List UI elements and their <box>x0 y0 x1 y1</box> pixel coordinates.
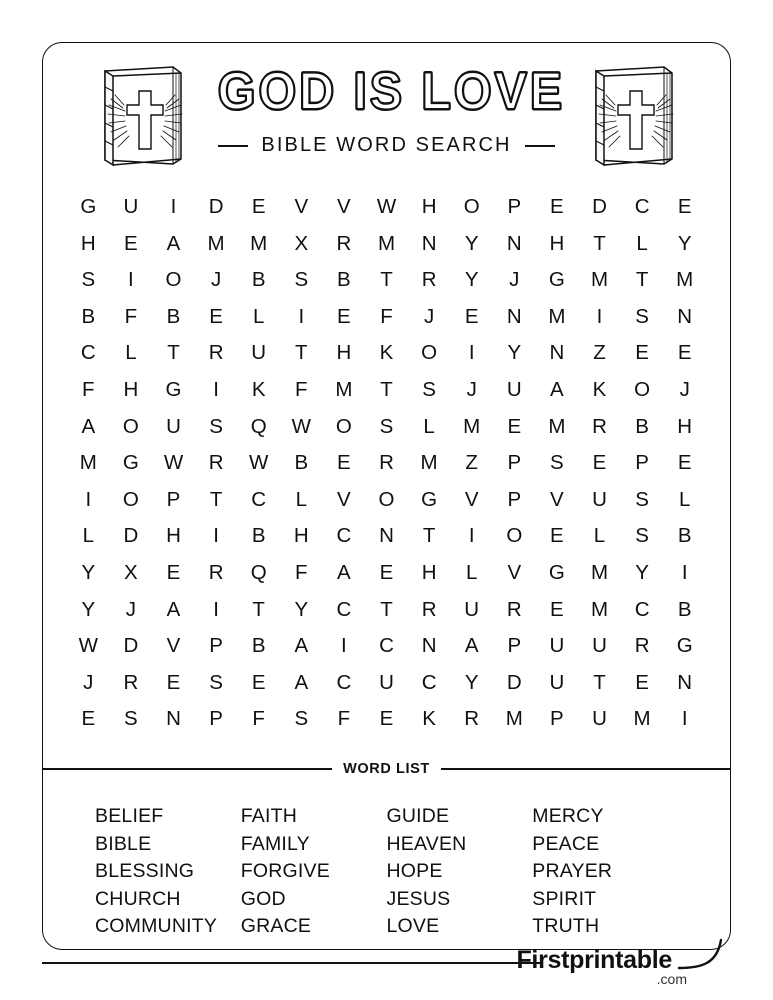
grid-cell[interactable]: K <box>592 377 607 401</box>
grid-cell[interactable]: H <box>80 231 96 255</box>
grid-cell[interactable]: E <box>635 341 649 365</box>
word-list-item[interactable]: BIBLE <box>95 832 152 855</box>
grid-cell[interactable]: S <box>635 524 649 548</box>
grid-cell[interactable]: U <box>592 634 607 658</box>
grid-cell[interactable]: M <box>590 597 609 621</box>
grid-cell[interactable]: V <box>507 560 522 584</box>
grid-cell[interactable]: C <box>421 670 437 694</box>
grid-cell[interactable]: P <box>507 195 522 218</box>
grid-cell[interactable]: T <box>252 597 265 621</box>
grid-cell[interactable]: P <box>635 451 649 475</box>
grid-cell[interactable]: R <box>208 341 224 365</box>
grid-cell[interactable]: V <box>294 195 309 218</box>
grid-cell[interactable]: P <box>507 451 522 475</box>
grid-cell[interactable]: B <box>251 524 266 548</box>
grid-cell[interactable]: I <box>681 707 688 731</box>
word-list-header <box>43 761 730 777</box>
grid-cell[interactable]: Z <box>593 341 606 365</box>
grid-cell[interactable]: N <box>677 304 693 328</box>
grid-cell[interactable]: B <box>337 268 351 292</box>
grid-cell[interactable]: T <box>635 268 649 292</box>
grid-cell[interactable]: C <box>251 487 267 511</box>
grid-cell[interactable]: M <box>590 268 609 292</box>
grid-cell[interactable]: D <box>123 634 139 658</box>
grid-cell[interactable]: O <box>421 341 438 365</box>
grid-cell[interactable]: E <box>592 451 607 475</box>
grid-cell[interactable]: M <box>463 414 481 438</box>
grid-cell[interactable]: W <box>249 451 269 475</box>
word-list-column <box>532 803 678 941</box>
grid-cell[interactable]: L <box>636 231 648 255</box>
word-list-heading: WORD LIST <box>343 761 430 777</box>
word-list-item[interactable]: PRAYER <box>532 860 613 882</box>
subtitle-dash-left <box>218 145 248 147</box>
grid-cell[interactable]: Y <box>677 231 692 255</box>
grid-cell[interactable]: N <box>379 524 394 548</box>
grid-cell[interactable]: V <box>550 487 564 511</box>
grid-cell[interactable]: D <box>123 524 139 548</box>
grid-cell[interactable]: W <box>376 195 397 218</box>
grid-cell[interactable]: V <box>337 487 351 511</box>
grid-cell[interactable]: E <box>166 670 181 694</box>
grid-cell[interactable]: Y <box>81 560 96 584</box>
grid-cell[interactable]: F <box>252 707 265 731</box>
grid-cell[interactable]: R <box>634 634 650 658</box>
grid-cell[interactable]: T <box>422 524 436 548</box>
word-list-rule-left <box>43 768 332 770</box>
page-subtitle: BIBLE WORD SEARCH <box>261 134 512 157</box>
grid-cell[interactable]: V <box>166 634 181 658</box>
grid-cell[interactable]: K <box>251 377 266 401</box>
grid-cell[interactable]: T <box>380 377 393 401</box>
grid-cell[interactable]: U <box>379 670 394 694</box>
grid-cell[interactable]: D <box>208 195 224 218</box>
grid-cell[interactable]: P <box>209 707 223 731</box>
grid-cell[interactable]: M <box>676 268 694 292</box>
word-list-item[interactable]: HOPE <box>386 860 443 882</box>
letter-grid[interactable] <box>67 189 706 738</box>
grid-cell[interactable]: F <box>337 707 351 731</box>
grid-cell[interactable]: R <box>464 707 480 731</box>
grid-cell[interactable]: W <box>163 451 184 475</box>
page-frame <box>42 42 731 950</box>
grid-cell[interactable]: H <box>421 560 437 584</box>
grid-cell[interactable]: N <box>506 304 522 328</box>
grid-cell[interactable]: G <box>122 451 139 475</box>
grid-cell[interactable]: L <box>593 524 606 548</box>
grid-cell[interactable]: A <box>166 231 181 255</box>
subtitle-row <box>203 134 570 157</box>
grid-cell[interactable]: L <box>295 487 307 511</box>
grid-cell[interactable]: Y <box>507 341 522 365</box>
grid-cell[interactable]: D <box>592 195 607 218</box>
grid-cell[interactable]: S <box>294 707 309 731</box>
grid-cell[interactable]: R <box>208 560 224 584</box>
grid-cell[interactable]: E <box>550 524 564 548</box>
bible-book-cross-icon <box>93 61 189 169</box>
grid-cell[interactable]: M <box>420 451 438 475</box>
grid-cell[interactable]: V <box>337 195 351 218</box>
grid-cell[interactable]: L <box>82 524 94 548</box>
grid-cell[interactable]: Z <box>465 451 478 475</box>
title-block <box>203 61 570 157</box>
grid-cell[interactable]: O <box>165 268 182 292</box>
grid-cell[interactable]: M <box>590 560 609 584</box>
grid-cell[interactable]: O <box>634 377 651 401</box>
grid-cell[interactable]: U <box>549 634 565 658</box>
grid-cell[interactable]: R <box>592 414 607 438</box>
grid-cell[interactable]: F <box>295 377 308 401</box>
word-list-item[interactable]: FORGIVE <box>240 860 330 882</box>
grid-cell[interactable]: M <box>207 231 225 255</box>
grid-cell[interactable]: I <box>298 304 305 328</box>
grid-cell[interactable]: O <box>122 414 139 438</box>
grid-cell[interactable]: N <box>506 231 522 255</box>
grid-cell[interactable]: K <box>422 707 436 731</box>
grid-cell[interactable]: L <box>125 341 137 365</box>
grid-cell[interactable]: E <box>209 304 223 328</box>
grid-cell[interactable]: U <box>464 597 480 621</box>
word-list-item[interactable]: LOVE <box>386 915 440 937</box>
grid-cell[interactable]: W <box>291 414 311 438</box>
grid-cell[interactable]: C <box>336 524 352 548</box>
grid-cell[interactable]: Y <box>635 560 649 584</box>
grid-cell[interactable]: E <box>251 195 266 218</box>
grid-cell[interactable]: F <box>380 304 393 328</box>
grid-cell[interactable]: N <box>677 670 693 694</box>
grid-cell[interactable]: L <box>423 414 435 438</box>
grid-cell[interactable]: F <box>295 560 308 584</box>
grid-cell[interactable]: C <box>80 341 96 365</box>
grid-cell[interactable]: E <box>550 195 564 218</box>
grid-cell[interactable]: E <box>677 451 692 475</box>
grid-cell[interactable]: O <box>506 524 523 548</box>
page-title: GOD IS LOVE <box>217 62 566 121</box>
grid-cell[interactable]: P <box>507 487 522 511</box>
word-list-item[interactable]: GOD <box>240 887 286 910</box>
grid-cell[interactable]: C <box>336 670 352 694</box>
grid-cell[interactable]: A <box>294 634 309 658</box>
grid-cell[interactable]: T <box>380 597 393 621</box>
word-list-section <box>43 761 730 941</box>
grid-cell[interactable]: C <box>336 597 352 621</box>
grid-cell[interactable]: N <box>166 707 181 731</box>
grid-cell[interactable]: S <box>209 414 223 438</box>
word-list-item[interactable]: FAMILY <box>240 832 310 855</box>
grid-cell[interactable]: U <box>549 670 565 694</box>
grid-cell[interactable]: S <box>124 707 138 731</box>
grid-cell[interactable]: L <box>465 560 478 584</box>
word-list-column <box>387 803 533 941</box>
grid-cell[interactable]: N <box>421 634 437 658</box>
grid-cell[interactable]: A <box>550 377 564 401</box>
word-list-column <box>95 803 241 941</box>
grid-cell[interactable]: P <box>550 707 564 731</box>
grid-cell[interactable]: R <box>421 268 437 292</box>
grid-cell[interactable]: S <box>550 451 564 475</box>
word-list-item[interactable]: TRUTH <box>532 915 600 937</box>
grid-cell[interactable]: U <box>592 707 607 731</box>
grid-cell[interactable]: I <box>128 268 134 292</box>
grid-cell[interactable]: E <box>81 707 96 731</box>
grid-cell[interactable]: K <box>379 341 394 365</box>
footer-branding <box>42 938 739 990</box>
grid-cell[interactable]: M <box>548 414 566 438</box>
grid-cell[interactable]: M <box>505 707 523 731</box>
grid-cell[interactable]: O <box>463 195 480 218</box>
grid-cell[interactable]: P <box>166 487 181 511</box>
grid-cell[interactable]: G <box>676 634 693 658</box>
grid-cell[interactable]: R <box>208 451 224 475</box>
grid-cell[interactable]: H <box>336 341 352 365</box>
grid-cell[interactable]: T <box>295 341 308 365</box>
grid-cell[interactable]: E <box>635 670 649 694</box>
grid-cell[interactable]: H <box>421 195 437 218</box>
grid-cell[interactable]: O <box>122 487 139 511</box>
grid-cell[interactable]: M <box>250 231 268 255</box>
grid-cell[interactable]: E <box>379 560 394 584</box>
grid-cell[interactable]: M <box>548 304 566 328</box>
word-list-item[interactable]: FAITH <box>240 805 298 827</box>
word-list-item[interactable]: JESUS <box>386 887 451 910</box>
grid-cell[interactable]: Y <box>464 268 479 292</box>
grid-cell[interactable]: P <box>209 634 223 658</box>
grid-cell[interactable]: F <box>124 304 138 328</box>
grid-cell[interactable]: I <box>468 341 475 365</box>
grid-cell[interactable]: E <box>507 414 522 438</box>
grid-cell[interactable]: A <box>81 414 96 438</box>
grid-cell[interactable]: A <box>464 634 479 658</box>
grid-cell[interactable]: S <box>635 304 649 328</box>
grid-cell[interactable]: I <box>85 487 92 511</box>
grid-cell[interactable]: Q <box>250 414 267 438</box>
grid-cell[interactable]: T <box>593 670 606 694</box>
grid-cell[interactable]: E <box>337 451 351 475</box>
grid-cell[interactable]: P <box>507 634 522 658</box>
brand-name: Firstprintable <box>516 946 672 974</box>
grid-cell[interactable]: U <box>592 487 607 511</box>
grid-cell[interactable]: Q <box>250 560 267 584</box>
grid-cell[interactable]: R <box>336 231 352 255</box>
grid-cell[interactable]: J <box>210 268 222 292</box>
grid-cell[interactable]: E <box>677 341 692 365</box>
grid-cell[interactable]: R <box>506 597 522 621</box>
grid-cell[interactable]: J <box>509 268 520 292</box>
brand-rule <box>42 962 540 964</box>
grid-cell[interactable]: W <box>78 634 98 658</box>
grid-cell[interactable]: G <box>80 195 97 218</box>
grid-cell[interactable]: T <box>209 487 223 511</box>
grid-cell[interactable]: A <box>337 560 351 584</box>
grid-cell[interactable]: G <box>548 268 565 292</box>
bible-book-cross-icon <box>584 61 680 169</box>
grid-cell[interactable]: A <box>294 670 309 694</box>
grid-cell[interactable]: S <box>294 268 309 292</box>
grid-cell[interactable]: I <box>468 524 475 548</box>
grid-cell[interactable]: H <box>677 414 693 438</box>
grid-cell[interactable]: Y <box>464 670 479 694</box>
grid-cell[interactable]: O <box>335 414 352 438</box>
grid-cell[interactable]: J <box>423 304 435 328</box>
grid-cell[interactable]: H <box>549 231 565 255</box>
grid-cell[interactable]: U <box>123 195 139 218</box>
grid-cell[interactable]: E <box>464 304 479 328</box>
grid-cell[interactable]: E <box>124 231 138 255</box>
grid-cell[interactable]: J <box>679 377 690 401</box>
grid-cell[interactable]: U <box>166 414 181 438</box>
word-list-column <box>241 803 387 941</box>
grid-cell[interactable]: Y <box>81 597 96 621</box>
word-list-item[interactable]: BLESSING <box>95 860 195 882</box>
word-list-rule-right <box>441 768 730 770</box>
grid-cell[interactable]: J <box>466 377 477 401</box>
grid-cell[interactable]: D <box>506 670 522 694</box>
grid-cell[interactable]: S <box>209 670 223 694</box>
grid-cell[interactable]: M <box>633 707 651 731</box>
word-list-item[interactable]: GUIDE <box>386 805 450 827</box>
grid-cell[interactable]: C <box>379 634 394 658</box>
word-list-item[interactable]: PEACE <box>532 832 600 855</box>
grid-cell[interactable]: H <box>123 377 139 401</box>
grid-cell[interactable]: G <box>548 560 565 584</box>
grid-cell[interactable]: U <box>506 377 522 401</box>
header <box>43 43 730 183</box>
grid-cell[interactable]: M <box>377 231 396 255</box>
brand-tld: .com <box>656 971 687 987</box>
word-list-columns <box>43 803 730 941</box>
grid-cell[interactable]: U <box>251 341 267 365</box>
grid-cell[interactable]: G <box>165 377 182 401</box>
grid-cell[interactable]: B <box>81 304 96 328</box>
grid-cell[interactable]: M <box>79 451 97 475</box>
grid-cell[interactable]: B <box>677 524 692 548</box>
word-list-item[interactable]: HEAVEN <box>386 832 467 855</box>
grid-cell[interactable]: E <box>677 195 692 218</box>
grid-cell[interactable]: T <box>380 268 393 292</box>
grid-cell[interactable]: C <box>634 597 650 621</box>
word-list-item[interactable]: CHURCH <box>95 887 181 910</box>
word-list-item[interactable]: SPIRIT <box>532 887 597 910</box>
grid-cell[interactable]: I <box>213 377 219 401</box>
grid-cell[interactable]: I <box>213 524 219 548</box>
grid-cell[interactable]: I <box>681 560 688 584</box>
grid-cell[interactable]: J <box>125 597 137 621</box>
grid-cell[interactable]: B <box>635 414 649 438</box>
grid-cell[interactable]: R <box>123 670 139 694</box>
grid-cell[interactable]: B <box>251 634 266 658</box>
grid-cell[interactable]: I <box>213 597 219 621</box>
grid-cell[interactable]: B <box>294 451 309 475</box>
grid-cell[interactable]: B <box>677 597 692 621</box>
grid-cell[interactable]: I <box>170 195 177 218</box>
grid-cell[interactable]: V <box>464 487 479 511</box>
grid-cell[interactable]: C <box>634 195 650 218</box>
grid-cell[interactable]: H <box>166 524 181 548</box>
grid-cell[interactable]: M <box>335 377 353 401</box>
grid-cell[interactable]: S <box>422 377 436 401</box>
grid-cell[interactable]: I <box>596 304 603 328</box>
grid-cell[interactable]: E <box>550 597 564 621</box>
grid-cell[interactable]: I <box>341 634 347 658</box>
word-list-item[interactable]: MERCY <box>532 805 604 827</box>
grid-cell[interactable]: E <box>379 707 394 731</box>
grid-cell[interactable]: O <box>378 487 395 511</box>
grid-cell[interactable]: L <box>678 487 691 511</box>
subtitle-dash-right <box>525 145 555 147</box>
grid-cell[interactable]: S <box>81 268 96 292</box>
grid-cell[interactable]: S <box>379 414 394 438</box>
grid-cell[interactable]: A <box>166 597 181 621</box>
grid-cell[interactable]: T <box>167 341 180 365</box>
grid-cell[interactable]: R <box>421 597 437 621</box>
grid-cell[interactable]: E <box>337 304 351 328</box>
puzzle-grid-area <box>43 189 730 738</box>
grid-cell[interactable]: F <box>82 377 95 401</box>
grid-cell[interactable]: S <box>635 487 649 511</box>
word-list-item[interactable]: BELIEF <box>95 805 164 827</box>
grid-cell[interactable]: T <box>593 231 606 255</box>
grid-cell[interactable]: Y <box>294 597 309 621</box>
grid-cell[interactable]: B <box>251 268 266 292</box>
grid-cell[interactable]: R <box>379 451 394 475</box>
grid-cell[interactable]: B <box>166 304 181 328</box>
grid-cell[interactable]: E <box>251 670 266 694</box>
grid-cell[interactable]: Y <box>464 231 479 255</box>
grid-cell[interactable]: G <box>421 487 438 511</box>
grid-cell[interactable]: N <box>549 341 565 365</box>
brand-swoosh-icon <box>677 938 729 978</box>
grid-cell[interactable]: E <box>166 560 181 584</box>
word-list-item[interactable]: GRACE <box>240 915 312 937</box>
grid-cell[interactable]: N <box>421 231 437 255</box>
word-list-item[interactable]: COMMUNITY <box>95 915 218 937</box>
grid-cell[interactable]: J <box>83 670 94 694</box>
grid-cell[interactable]: X <box>124 560 138 584</box>
grid-cell[interactable]: L <box>252 304 265 328</box>
grid-cell[interactable]: X <box>294 231 309 255</box>
grid-cell[interactable]: H <box>293 524 309 548</box>
